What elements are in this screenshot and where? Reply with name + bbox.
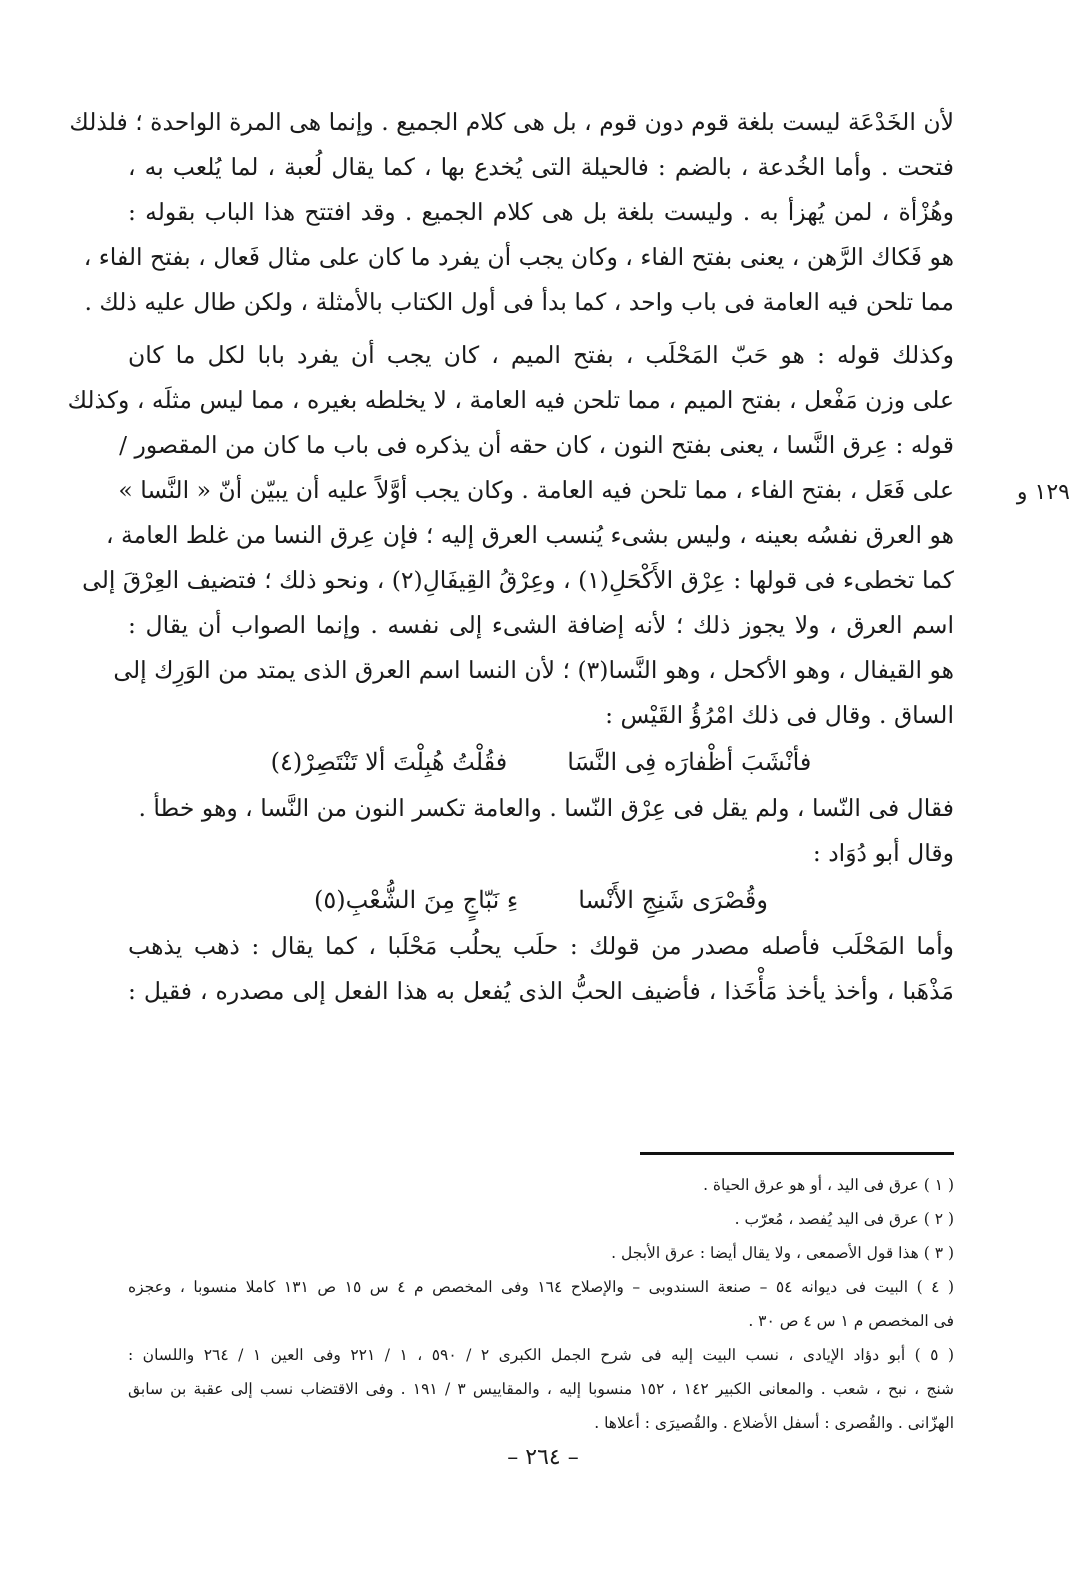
footnote-3: ( ٣ ) هذا قول الأصمعى ، ولا يقال أيضا : عرق الأبجل . [611, 1244, 954, 1262]
text-line: على فَعَل ، بفتح الفاء ، مما تلحن فيه العامة . وكان يجب أوَّلاً عليه أن يبيّن أنّ « النَّسا » [118, 476, 954, 504]
footnote-1: ( ١ ) عرق فى اليد ، أو هو عرق الحياة . [703, 1176, 954, 1194]
text-line: فتحت . وأما الخُدعة ، بالضم : فالحيلة التى يُخدع بها ، كما يقال لُعبة ، لما يُلعب به ، [128, 153, 954, 181]
text-line: على وزن مَفْعل ، بفتح الميم ، مما تلحن فيه العامة ، لا يخلطه بغيره ، مما ليس مثلَه ، وكذلك [67, 386, 954, 414]
footnote-divider [640, 1152, 954, 1155]
footnote-5: ( ٥ ) أبو دؤاد الإيادى ، نسب البيت إليه فى شرح الجمل الكبرى ٢ / ٥٩٠ ، ١ / ٢٢١ وفى العين ١ / ٢٦٤ واللسان : [128, 1346, 954, 1364]
text-line: مما تلحن فيه العامة فى باب واحد ، كما بدأ فى أول الكتاب بالأمثلة ، ولكن طال عليه ذلك . [84, 288, 954, 316]
text-line: وهُزْأة ، لمن يُهزأ به . وليست بلغة بل هى كلام الجميع . وقد افتتح هذا الباب بقوله : [128, 198, 954, 226]
footnote-4-cont: فى المخصص م ١ س ٤ ص ٣٠ . [748, 1312, 954, 1330]
verse-second-half: ءِ نَبّاجٍ مِنَ الشُّعْبِ(٥) [314, 886, 519, 914]
text-line: كما تخطىء فى قولها : عِرْق الأَكْحَلِ(١) ، وعِرْقُ القِيفَالِ(٢) ، ونحو ذلك ؛ فتضيف العِرْقَ إلى [82, 566, 954, 594]
verse-line-1 [128, 738, 954, 786]
text-line: اسم العرق ، ولا يجوز ذلك ؛ لأنه إضافة الشىء إلى نفسه . وإنما الصواب أن يقال : [128, 611, 954, 639]
text-line: لأن الخَدْعَة ليست بلغة قوم دون قوم ، بل هى كلام الجميع . وإنما هى المرة الواحدة ؛ فلذلك [69, 108, 954, 136]
footnote-2: ( ٢ ) عرق فى اليد يُفصد ، مُعرّب . [734, 1210, 954, 1228]
footnote-5-cont: شنج ، نبح ، شعب . والمعانى الكبير ١٤٢ ، ١٥٢ منسوبا إليه ، والمقاييس ٣ / ١٩١ . وفى الاقتضاب نسب إلى عقبة بن سابق [128, 1380, 955, 1398]
verse-first-half: وقُصْرَى شَنِجِ الأَنْسا [578, 886, 768, 914]
text-line: وأما المَحْلَب فأصله مصدر من قولك : حلَب يحلُب مَحْلَبا ، كما يقال : ذهب يذهب [128, 932, 954, 960]
footnotes [128, 1168, 954, 1440]
verse-line-2 [128, 876, 954, 924]
paragraph-2 [67, 333, 954, 738]
verse-first-half: فأنْشَبَ أظْفارَه فِى النَّسَا [567, 748, 812, 776]
text-line: قوله : عِرق النَّسا ، يعنى بفتح النون ، كان حقه أن يذكره فى باب ما كان من المقصور / [119, 431, 954, 459]
text-line: هو فَكاك الرَّهن ، يعنى بفتح الفاء ، وكان يجب أن يفرد ما كان على مثال فَعال ، بفتح الفاء ، [83, 243, 954, 271]
folio-margin-note: ١٢٩ و [1016, 480, 1070, 505]
text-line: هو العرق نفسُه بعينه ، وليس بشىء يُنسب العرق إليه ؛ فإن عِرق النسا من غلط العامة ، [105, 521, 954, 549]
paragraph-4 [128, 924, 954, 1014]
footnote-5-end: الهزّانى . والقُصرى : أسفل الأضلاع . والقُصيرَى : أعلاها . [594, 1414, 954, 1432]
text-line: مَذْهَبا ، وأخذ يأخذ مَأْخَذا ، فأضيف الحبُّ الذى يُفعل به هذا الفعل إلى مصدره ، فقيل : [128, 977, 954, 1005]
main-text [67, 100, 954, 1014]
paragraph-3 [128, 786, 954, 876]
text-line: هو القيفال ، وهو الأكحل ، وهو النَّسا(٣) ؛ لأن النسا اسم العرق الذى يمتد من الوَرِك إلى [113, 656, 954, 684]
verse-second-half: فقُلْتُ هُبِلْتَ ألا تَنْتَصِرْ(٤) [270, 748, 508, 776]
text-line: وقال أبو دُوَاد : [812, 839, 954, 867]
page-number: – ٢٦٤ – [507, 1445, 579, 1470]
footnote-4: ( ٤ ) البيت فى ديوانه ٥٤ – صنعة السندوبى – والإصلاح ١٦٤ وفى المخصص م ٤ س ١٥ ص ١٣١ كاملا منسوبا ، وعجزه [128, 1278, 954, 1296]
paragraph-1 [69, 100, 954, 325]
text-line: وكذلك قوله : هو حَبّ المَحْلَب ، بفتح الميم ، كان يجب أن يفرد بابا لكل ما كان [128, 341, 954, 369]
text-line: فقال فى النّسا ، ولم يقل فى عِرْق النّسا . والعامة تكسر النون من النَّسا ، وهو خطأ . [138, 794, 954, 822]
text-line: الساق . وقال فى ذلك امْرُؤُ القَيْس : [605, 701, 954, 729]
